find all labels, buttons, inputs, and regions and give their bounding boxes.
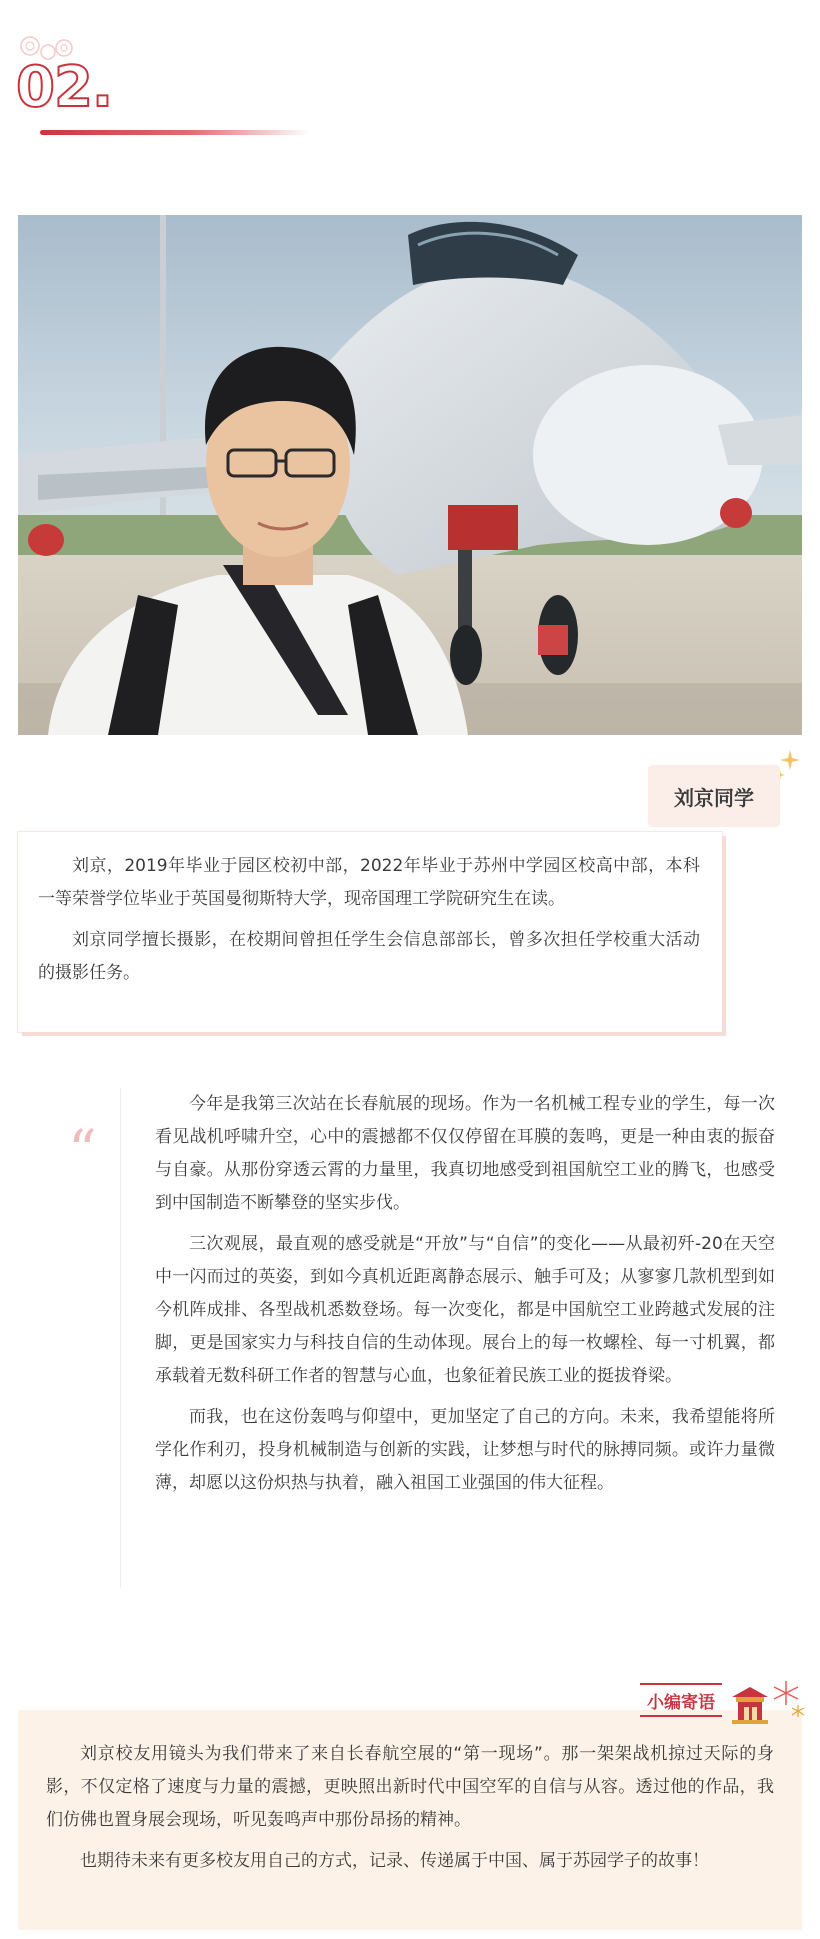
quote-body — [155, 1088, 775, 1500]
editor-tag — [640, 1683, 722, 1717]
profile-paragraph: 刘京，2019年毕业于园区校初中部，2022年毕业于苏州中学园区校高中部，本科一等荣誉学位毕业于英国曼彻斯特大学，现帝国理工学院研究生在读。 — [38, 856, 700, 909]
editor-tag-label: 小编寄语 — [647, 1692, 715, 1713]
student-name-tag — [648, 765, 780, 827]
section-underline — [40, 130, 310, 135]
editor-note-box — [18, 1710, 802, 1930]
editor-paragraph: 刘京校友用镜头为我们带来了来自长春航空展的“第一现场”。那一架架战机掠过天际的身影，不仅定格了速度与力量的震撼，更映照出新时代中国空军的自信与从容。透过他的作品，我们仿佛也置身展会现场，听见轰鸣声中那份昂扬的精神。 — [46, 1744, 774, 1830]
section-number: 02. — [16, 55, 113, 120]
student-name: 刘京同学 — [674, 785, 754, 810]
section-header — [0, 0, 820, 150]
quote-paragraph: 三次观展，最直观的感受就是“开放”与“自信”的变化——从最初歼-20在天空中一闪而过的英姿，到如今真机近距离静态展示、触手可及；从寥寥几款机型到如今机阵成排、各型战机悉数登场。每一次变化，都是中国航空工业跨越式发展的注脚，更是国家实力与科技自信的生动体现。展台上的每一枚螺栓、每一寸机翼，都承载着无数科研工作者的智慧与心血，也象征着民族工业的挺拔脊梁。 — [155, 1234, 775, 1386]
editor-paragraph: 也期待未来有更多校友用自己的方式，记录、传递属于中国、属于苏园学子的故事！ — [80, 1851, 709, 1871]
photo-student-with-fighter-jet — [18, 215, 802, 735]
quote-divider — [120, 1088, 121, 1588]
quote-paragraph: 今年是我第三次站在长春航展的现场。作为一名机械工程专业的学生，每一次看见战机呼啸升空，心中的震撼都不仅仅停留在耳膜的轰鸣，更是一种由衷的振奋与自豪。从那份穿透云霄的力量里，我真切地感受到祖国航空工业的腾飞，也感受到中国制造不断攀登的坚实步伐。 — [155, 1094, 775, 1213]
quote-paragraph: 而我，也在这份轰鸣与仰望中，更加坚定了自己的方向。未来，我希望能将所学化作利刃，投身机械制造与创新的实践，让梦想与时代的脉搏同频。或许力量微薄，却愿以这份炽热与执着，融入祖国工业强国的伟大征程。 — [155, 1407, 775, 1493]
pavilion-firework-icon — [728, 1675, 808, 1725]
profile-card — [18, 832, 722, 1032]
profile-paragraph: 刘京同学擅长摄影，在校期间曾担任学生会信息部部长，曾多次担任学校重大活动的摄影任务。 — [38, 930, 700, 983]
photo-illustration — [18, 215, 802, 735]
quote-mark-icon: “ — [68, 1119, 97, 1184]
editor-note-header — [640, 1675, 810, 1725]
